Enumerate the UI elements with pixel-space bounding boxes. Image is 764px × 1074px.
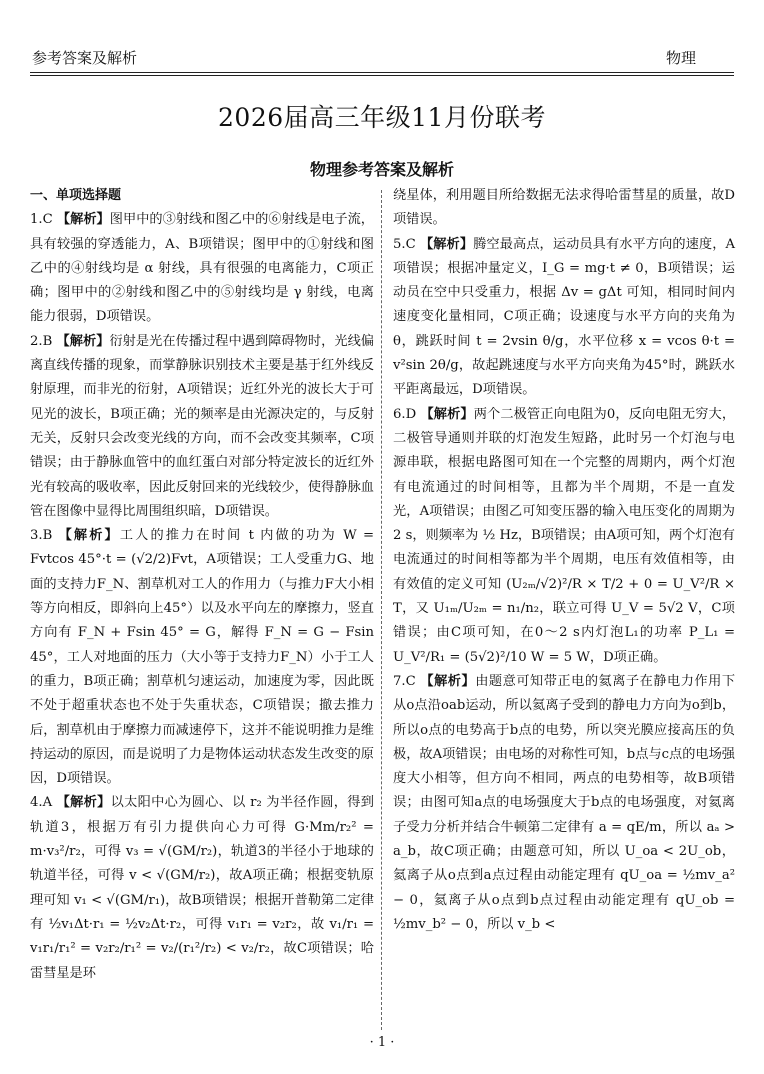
item-text: 衍射是光在传播过程中遇到障碍物时，光线偏离直线传播的现象，而掌静脉识别技术主要是基于红外线反射原理，而非光的衍射，A项错误；近红外光的波长大于可见光的波长，B项正确；光的频率是由光源决定的，与反射无关，反射只会改变光线的方向，而不会改变其频率，C项错误；由于静脉血管中的血红蛋白对部分特定波长的近红外光有较高的吸收率，因此反射回来的光线较少，使得静脉血管在图像中显得比周围组织暗，D项错误。 — [30, 333, 374, 519]
analysis-tag: 【解析】 — [56, 795, 111, 811]
header-rule — [30, 72, 734, 73]
analysis-tag: 【解析】 — [58, 528, 120, 544]
answer-item-4 — [30, 791, 374, 985]
section-heading: 一、单项选择题 — [30, 188, 122, 203]
answer-item-7 — [393, 670, 735, 937]
answer-item-2 — [30, 330, 374, 524]
analysis-tag: 【解析】 — [420, 406, 474, 422]
page-number: · 1 · — [369, 1035, 395, 1050]
item-number: 3.B — [30, 528, 53, 544]
answer-key-subtitle: 物理参考答案及解析 — [309, 160, 454, 179]
answer-item-5 — [393, 233, 735, 403]
answer-item-4-continued — [393, 184, 735, 233]
item-text: 工人的推力在时间 t 内做的功为 W = Fvtcos 45°·t = (√2/2)Fvt，A项错误；工人受重力G、地面的支持力F_N、割草机对工人的作用力（与推力F大小相等方向相反，即斜向上45°）以及水平向左的摩擦力，竖直方向有 F_N + Fsin 45° = G，解得 F_N = G − Fsin 45°，工人对地面的压力（大小等于支持力F_N）小于工人的重力，B项正确；割草机匀速运动，加速度为零，因此既不处于超重状态也不处于失重状态，C项错误；撤去推力后，割草机由于摩擦力而减速停下，这并不能说明推力是维持运动的原因，而是说明了力是物体运动状态发生改变的原因，D项错误。 — [30, 528, 375, 787]
analysis-tag: 【解析】 — [56, 333, 110, 349]
item-number: 6.D — [393, 406, 417, 422]
left-column — [30, 184, 374, 986]
item-number: 4.A — [30, 795, 53, 811]
column-divider — [381, 190, 382, 1030]
answer-item-6 — [393, 403, 735, 670]
analysis-tag: 【解析】 — [56, 212, 110, 228]
item-number: 7.C — [393, 673, 416, 689]
item-text: 绕星体，利用题目所给数据无法求得哈雷彗星的质量，故D项错误。 — [393, 188, 735, 228]
right-column — [393, 184, 735, 937]
analysis-tag: 【解析】 — [420, 673, 476, 689]
item-number: 1.C — [30, 212, 53, 228]
answer-item-3 — [30, 524, 374, 791]
item-text: 由题意可知带正电的氦离子在静电力作用下从o点沿oab运动，所以氦离子受到的静电力方向为o到b，所以o点的电势高于b点的电势，所以突光膜应接高压的负极，故A项错误；由电场的对称性可知，b点与c点的电场强度大小相等，但方向不相同，两点的电势相等，故B项错误；由图可知a点的电场强度大于b点的电场强度，对氦离子受力分析并结合牛顿第二定律有 a = qE/m，所以 aₐ > a_b，故C项正确；由题意可知，所以 U_oa < 2U_ob，氦离子从o点到a点过程由动能定理有 qU_oa = ½mv_a² − 0，氦离子从o点到b点过程由动能定理有 qU_ob = ½mv_b² − 0，所以 v_b < — [393, 673, 736, 932]
item-text: 图甲中的③射线和图乙中的⑥射线是电子流，具有较强的穿透能力，A、B项错误；图甲中的①射线和图乙中的④射线均是 α 射线，具有很强的电离能力，C项正确；图甲中的②射线和图乙中的⑤射线均是 γ 射线，电离能力很弱，D项错误。 — [30, 212, 374, 325]
header-subject-label: 物理 — [665, 49, 696, 67]
item-number: 5.C — [393, 236, 416, 252]
analysis-tag: 【解析】 — [419, 236, 474, 252]
exam-title: 2026届高三年级11月份联考 — [218, 103, 546, 132]
item-text: 以太阳中心为圆心、以 r₂ 为半径作圆，得到轨道3，根据万有引力提供向心力可得 G·Mm/r₂² = m·v₃²/r₂，可得 v₃ = √(GM/r₂)，轨道3的半径小于地球的轨道半径，可得 v < √(GM/r₂)，故A项正确；根据变轨原理可知 v₁ < √(GM/r₁)，故B项错误；根据开普勒第二定律有 ½v₁Δt·r₁ = ½v₂Δt·r₂，可得 v₁r₁ = v₂r₂，故 v₁/r₁ = v₁r₁/r₁² = v₂r₂/r₁² = v₂/(r₁²/r₂) < v₂/r₂，故C项错误；哈雷彗星是环 — [30, 795, 374, 981]
item-text: 两个二极管正向电阻为0，反向电阻无穷大，二极管导通则并联的灯泡发生短路，此时另一个灯泡与电源串联，根据电路图可知在一个完整的周期内，两个灯泡有电流通过的时间相等，且都为半个周期，不是一直发光，A项错误；由图乙可知变压器的输入电压变化的周期为2 s，则频率为 ½ Hz，B项错误；由A项可知，两个灯泡有电流通过的时间相等都为半个周期，电压有效值相等，由有效值的定义可知 (U₂ₘ/√2)²/R × T/2 + 0 = U_V²/R × T，又 U₁ₘ/U₂ₘ = n₁/n₂，联立可得 U_V = 5√2 V，C项错误；由C项可知，在0～2 s内灯泡L₁的功率 P_L₁ = U_V²/R₁ = (5√2)²/10 W = 5 W，D项正确。 — [393, 406, 736, 665]
item-text: 腾空最高点，运动员具有水平方向的速度，A项错误；根据冲量定义，I_G = mg·t ≠ 0，B项错误；运动员在空中只受重力，根据 Δv = gΔt 可知，相同时间内速度变化量相同，C项正确；设速度与水平方向的夹角为 θ，跳跃时间 t = 2vsin θ/g，水平位移 x = vcos θ·t = v²sin 2θ/g，故起跳速度与水平方向夹角为45°时，跳跃水平距离最远，D项错误。 — [393, 236, 736, 398]
answer-item-1 — [30, 208, 374, 329]
header-rule-thin — [30, 75, 734, 76]
item-number: 2.B — [30, 333, 53, 349]
header-left-label: 参考答案及解析 — [32, 49, 138, 67]
